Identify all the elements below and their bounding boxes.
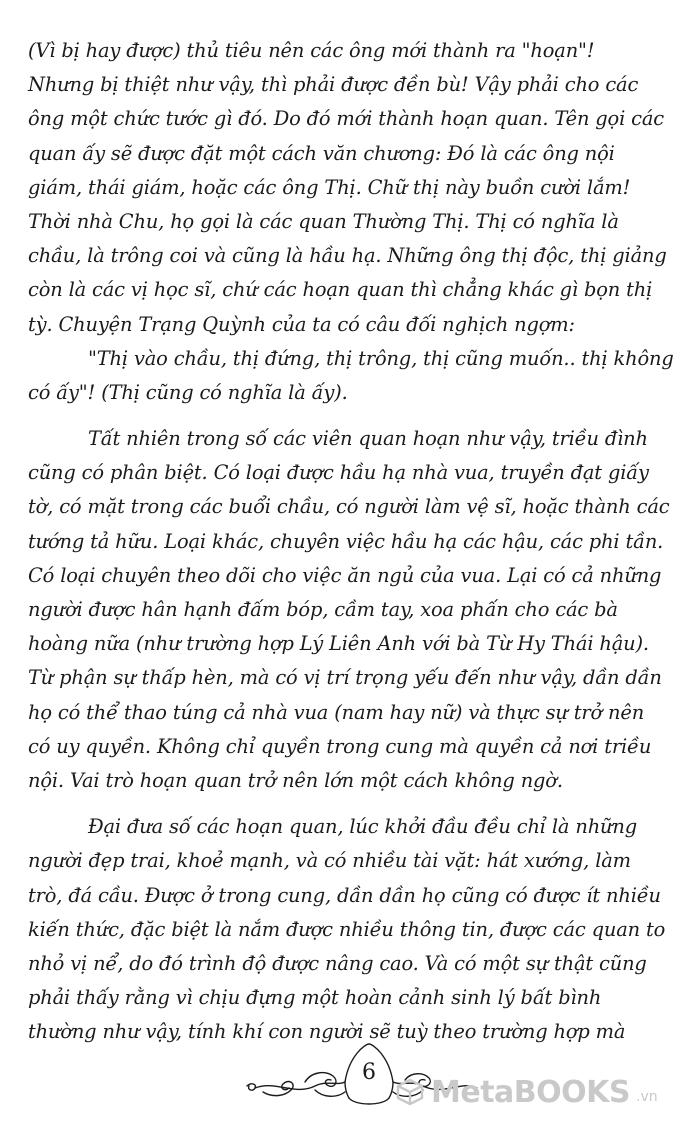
text-line: Thời nhà Chu, họ gọi là các quan Thường Thị. Thị có nghĩa là xyxy=(28,209,619,233)
text-line: tỳ. Chuyện Trạng Quỳnh của ta có câu đối nghịch ngợm: xyxy=(28,312,575,336)
publisher-watermark xyxy=(395,1072,658,1112)
text-line-paragraph-start: Đại đưa số các hoạn quan, lúc khởi đầu đều chỉ là những xyxy=(88,815,637,839)
text-line-paragraph-start: Tất nhiên trong số các viên quan hoạn như vậy, triều đình xyxy=(88,427,648,451)
text-line: Nhưng bị thiệt như vậy, thì phải được đền bù! Vậy phải cho các xyxy=(28,73,639,97)
text-line: người đẹp trai, khoẻ mạnh, và có nhiều tài vặt: hát xướng, làm xyxy=(28,849,631,873)
text-line: tờ, có mặt trong các buổi chầu, có người làm vệ sĩ, hoặc thành các xyxy=(28,495,670,519)
text-line: nhỏ vị nể, do đó trình độ được nâng cao. Và có một sự thật cũng xyxy=(28,951,647,975)
text-line: có ấy"! (Thị cũng có nghĩa là ấy). xyxy=(28,380,348,404)
text-line: có uy quyền. Không chỉ quyền trong cung mà quyền cả nơi triều xyxy=(28,734,652,758)
text-line: giám, thái giám, hoặc các ông Thị. Chữ thị này buồn cười lắm! xyxy=(28,175,631,199)
page-number: 6 xyxy=(362,1060,376,1085)
text-line: chầu, là trông coi và cũng là hầu hạ. Những ông thị độc, thị giảng xyxy=(28,244,667,268)
watermark-text: MetaBOOKS xyxy=(431,1074,631,1110)
text-line: người được hân hạnh đấm bóp, cầm tay, xoa phấn cho các bà xyxy=(28,598,618,621)
text-line: trò, đá cầu. Được ở trong cung, dần dần họ cũng có được ít nhiều xyxy=(28,883,661,907)
box-logo-icon xyxy=(395,1077,425,1107)
text-line: quan ấy sẽ được đặt một cách văn chương: Đó là các ông nội xyxy=(28,141,615,165)
page-text xyxy=(28,34,700,1049)
page-footer xyxy=(0,1036,700,1116)
text-line: nội. Vai trò hoạn quan trở nên lớn một cách không ngờ. xyxy=(28,768,563,792)
text-line: kiến thức, đặc biệt là nắm được nhiều thông tin, được các quan to xyxy=(28,917,666,941)
text-line: thường như vậy, tính khí con người sẽ tuỳ theo trường hợp mà xyxy=(28,1020,626,1044)
text-line: cũng có phân biệt. Có loại được hầu hạ nhà vua, truyền đạt giấy xyxy=(28,461,649,485)
text-line-paragraph-start: "Thị vào chầu, thị đứng, thị trông, thị cũng muốn.. thị không xyxy=(88,346,674,370)
text-line: ông một chức tước gì đó. Do đó mới thành hoạn quan. Tên gọi các xyxy=(28,107,664,131)
text-line: tướng tả hữu. Loại khác, chuyên việc hầu hạ các hậu, các phi tần. xyxy=(28,529,664,553)
text-line: Có loại chuyên theo dõi cho việc ăn ngủ của vua. Lại có cả những xyxy=(28,563,662,587)
text-line: họ có thể thao túng cả nhà vua (nam hay nữ) và thực sự trở nên xyxy=(28,700,645,724)
text-line: hoàng nữa (như trường hợp Lý Liên Anh với bà Từ Hy Thái hậu). xyxy=(28,632,649,656)
text-line: Từ phận sự thấp hèn, mà có vị trí trọng yếu đến như vậy, dần dần xyxy=(28,666,662,690)
text-line: phải thấy rằng vì chịu đựng một hoàn cảnh sinh lý bất bình xyxy=(28,986,602,1010)
text-line: còn là các vị học sĩ, chứ các hoạn quan thì chẳng khác gì bọn thị xyxy=(28,278,653,302)
watermark-suffix: .vn xyxy=(636,1089,658,1105)
text-line: (Vì bị hay được) thủ tiêu nên các ông mới thành ra "hoạn"! xyxy=(28,39,595,62)
